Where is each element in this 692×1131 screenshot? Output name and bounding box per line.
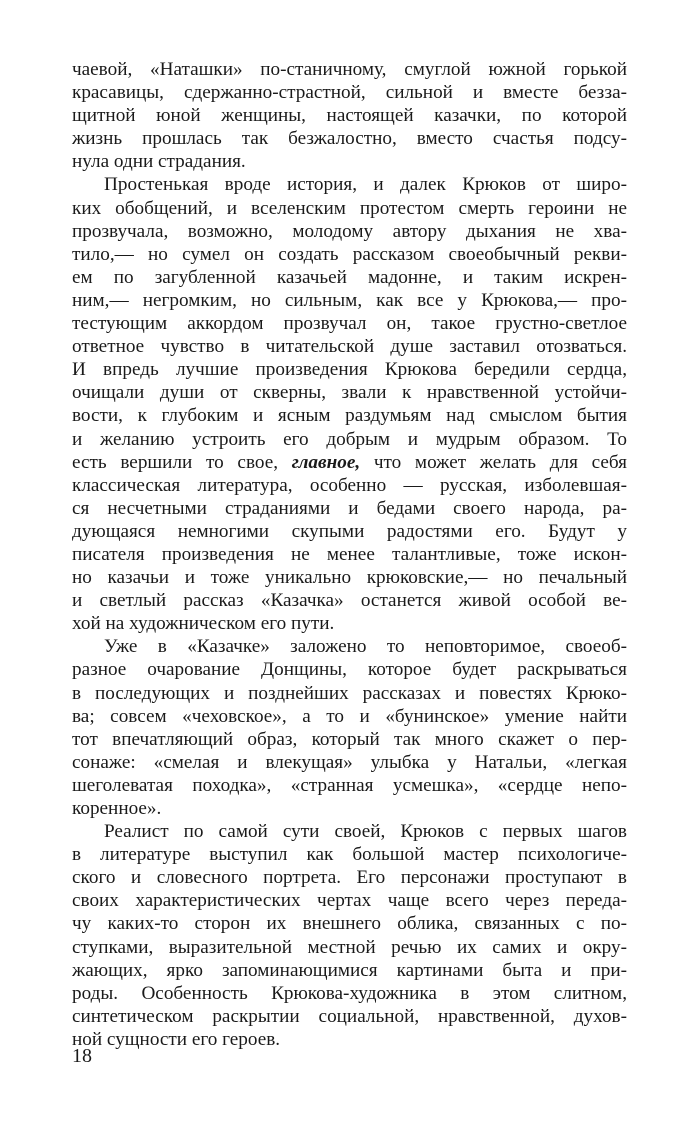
text-line: вости, к глубоким и ясным раздумьям над смыслом бытия	[72, 405, 627, 427]
text-line: разное очарование Донщины, которое будет раскрываться	[72, 659, 627, 681]
paragraph-2	[72, 173, 627, 635]
text-line: Уже в «Казачке» заложено то неповторимое, своеоб-	[104, 636, 627, 658]
text-line: классическая литература, особенно — русская, изболевшая-	[72, 474, 627, 496]
paragraph-1	[72, 58, 627, 173]
text-line: и желанию устроить его добрым и мудрым образом. То	[72, 428, 627, 450]
text-line: тестующим аккордом прозвучал он, такое грустно-светлое	[72, 313, 627, 335]
text-line: в литературе выступил как большой мастер психологиче-	[72, 844, 627, 866]
text-line: ной сущности его героев.	[72, 1028, 281, 1050]
emphasized-word: главное,	[291, 451, 361, 473]
text-line: ского и словесного портрета. Его персонажи проступают в	[72, 867, 627, 889]
text-line: жающих, ярко запоминающимися картинами быта и при-	[72, 959, 627, 981]
text-line: ся несчетными страданиями и бедами своего народа, ра-	[72, 497, 627, 519]
text-line: сонаже: «смелая и влекущая» улыбка у Натальи, «легкая	[72, 751, 627, 773]
page-body	[72, 58, 627, 1051]
text-line: Простенькая вроде история, и далек Крюков от широ-	[104, 174, 627, 196]
text-line: дующаяся немногими скупыми радостями его. Будут у	[72, 520, 627, 542]
text-line: своих характеристических чертах чаще всего через переда-	[72, 890, 627, 912]
text-line: в последующих и позднейших рассказах и повестях Крюко-	[72, 682, 627, 704]
text-line: тот впечатляющий образ, который так много скажет о пер-	[72, 728, 627, 750]
text-line: чу каких-то сторон их внешнего облика, связанных с по-	[72, 913, 627, 935]
text-line: хой на художническом его пути.	[72, 613, 335, 635]
text-line: щитной юной женщины, настоящей казачки, по которой	[72, 105, 627, 127]
text-line: ним,— негромким, но сильным, как все у Крюкова,— про-	[72, 289, 627, 311]
page-number: 18	[72, 1045, 92, 1067]
text-line: очищали души от скверны, звали к нравственной устойчи-	[72, 382, 627, 404]
text-line: ких обобщений, и вселенским протестом смерть героини не	[72, 197, 627, 219]
text-line: Реалист по самой сути своей, Крюков с первых шагов	[104, 821, 627, 843]
text-line: писателя произведения не менее талантливые, тоже искон-	[72, 543, 627, 565]
text-line: ем по загубленной казачьей мадонне, и таким искрен-	[72, 266, 627, 288]
paragraph-3	[72, 635, 627, 820]
text-line: но казачьи и тоже уникально крюковские,— но печальный	[72, 567, 627, 589]
text-line: и светлый рассказ «Казачка» останется живой особой ве-	[72, 590, 627, 612]
text-line: жизнь прошлась так безжалостно, вместо счастья подсу-	[72, 128, 627, 150]
text-line: нула одни страдания.	[72, 151, 246, 173]
text-line: И впредь лучшие произведения Крюкова бередили сердца,	[72, 359, 627, 381]
text-line: чаевой, «Наташки» по-станичному, смуглой южной горькой	[72, 59, 627, 80]
text-line: есть вершили то свое, главное, что может желать для себя	[72, 451, 627, 473]
text-line: ступками, выразительной местной речью их самих и окру-	[72, 936, 627, 958]
paragraph-4	[72, 820, 627, 1051]
text-line: красавицы, сдержанно-страстной, сильной и вместе безза-	[72, 82, 627, 104]
text-line: шеголеватая походка», «странная усмешка», «сердце непо-	[72, 774, 627, 796]
text-line: прозвучала, возможно, молодому автору дыхания не хва-	[72, 220, 627, 242]
text-line: синтетическом раскрытии социальной, нравственной, духов-	[72, 1005, 627, 1027]
text-line: тило,— но сумел он создать рассказом своеобычный рекви-	[72, 243, 627, 265]
text-line: ва; совсем «чеховское», а то и «бунинское» умение найти	[72, 705, 627, 727]
text-line: роды. Особенность Крюкова-художника в этом слитном,	[72, 982, 627, 1004]
text-line: ответное чувство в читательской душе заставил отозваться.	[72, 336, 627, 358]
text-line: коренное».	[72, 798, 162, 819]
